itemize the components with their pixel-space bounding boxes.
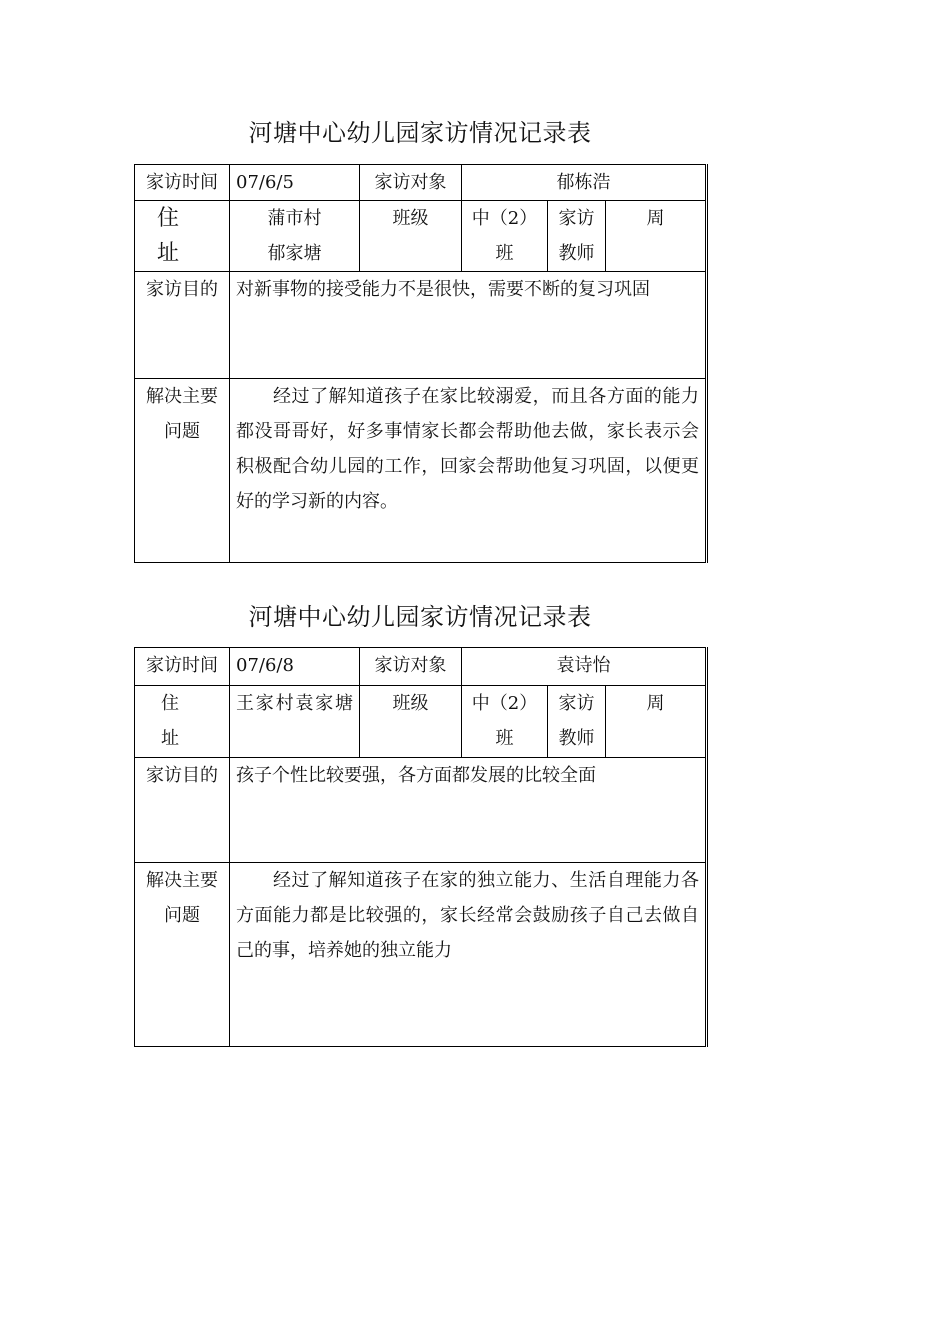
form-2-table <box>134 647 708 1047</box>
label-visit-target: 家访对象 <box>360 648 462 686</box>
label-address: 住 址 <box>135 201 230 272</box>
label-solution-line-1: 解决主要 <box>146 386 218 407</box>
label-visit-time: 家访时间 <box>135 165 230 201</box>
label-teacher <box>548 686 606 758</box>
form-1-table <box>134 164 708 563</box>
label-solution-line-2: 问题 <box>164 905 200 926</box>
label-visit-target: 家访对象 <box>360 165 462 201</box>
label-teacher <box>548 201 606 272</box>
label-teacher-line-1: 家访 <box>558 693 595 714</box>
class-line-1: 中（2） <box>471 208 538 229</box>
class-line-2: 班 <box>495 728 514 749</box>
label-teacher-line-2: 教师 <box>558 243 595 264</box>
address-value: 王家村袁家塘 <box>230 686 360 758</box>
label-solution <box>135 863 230 1047</box>
label-teacher-line-1: 家访 <box>558 208 595 229</box>
solution-value: 经过了解知道孩子在家比较溺爱，而且各方面的能力都没哥哥好，好多事情家长都会帮助他去做，家长表示会积极配合幼儿园的工作，回家会帮助他复习巩固，以便更好的学习新的内容。 <box>230 379 707 563</box>
label-solution-line-2: 问题 <box>164 421 200 442</box>
label-class: 班级 <box>360 686 462 758</box>
visit-purpose-value: 对新事物的接受能力不是很快，需要不断的复习巩固 <box>230 272 707 379</box>
class-value <box>462 686 548 758</box>
label-solution-line-1: 解决主要 <box>146 870 218 891</box>
address-line-2: 郁家塘 <box>267 243 322 264</box>
class-line-1: 中（2） <box>471 693 538 714</box>
visit-target-value: 郁栋浩 <box>462 165 707 201</box>
visit-purpose-value: 孩子个性比较要强，各方面都发展的比较全面 <box>230 758 707 863</box>
label-visit-purpose: 家访目的 <box>135 758 230 863</box>
visit-target-value: 袁诗怡 <box>462 648 707 686</box>
label-address: 住 址 <box>135 686 230 758</box>
label-class: 班级 <box>360 201 462 272</box>
label-visit-time: 家访时间 <box>135 648 230 686</box>
class-line-2: 班 <box>495 243 514 264</box>
teacher-value: 周 <box>606 201 707 272</box>
form-2-title: 河塘中心幼儿园家访情况记录表 <box>248 603 592 631</box>
visit-time-value: 07/6/8 <box>230 648 360 686</box>
label-teacher-line-2: 教师 <box>558 728 595 749</box>
address-value <box>230 201 360 272</box>
teacher-value: 周 <box>606 686 707 758</box>
class-value <box>462 201 548 272</box>
solution-value: 经过了解知道孩子在家的独立能力、生活自理能力各方面能力都是比较强的，家长经常会鼓励孩子自己去做自己的事，培养她的独立能力 <box>230 863 707 1047</box>
label-solution <box>135 379 230 563</box>
form-1-title: 河塘中心幼儿园家访情况记录表 <box>248 119 592 147</box>
address-line-1: 蒲市村 <box>267 208 322 229</box>
label-visit-purpose: 家访目的 <box>135 272 230 379</box>
visit-time-value: 07/6/5 <box>230 165 360 201</box>
